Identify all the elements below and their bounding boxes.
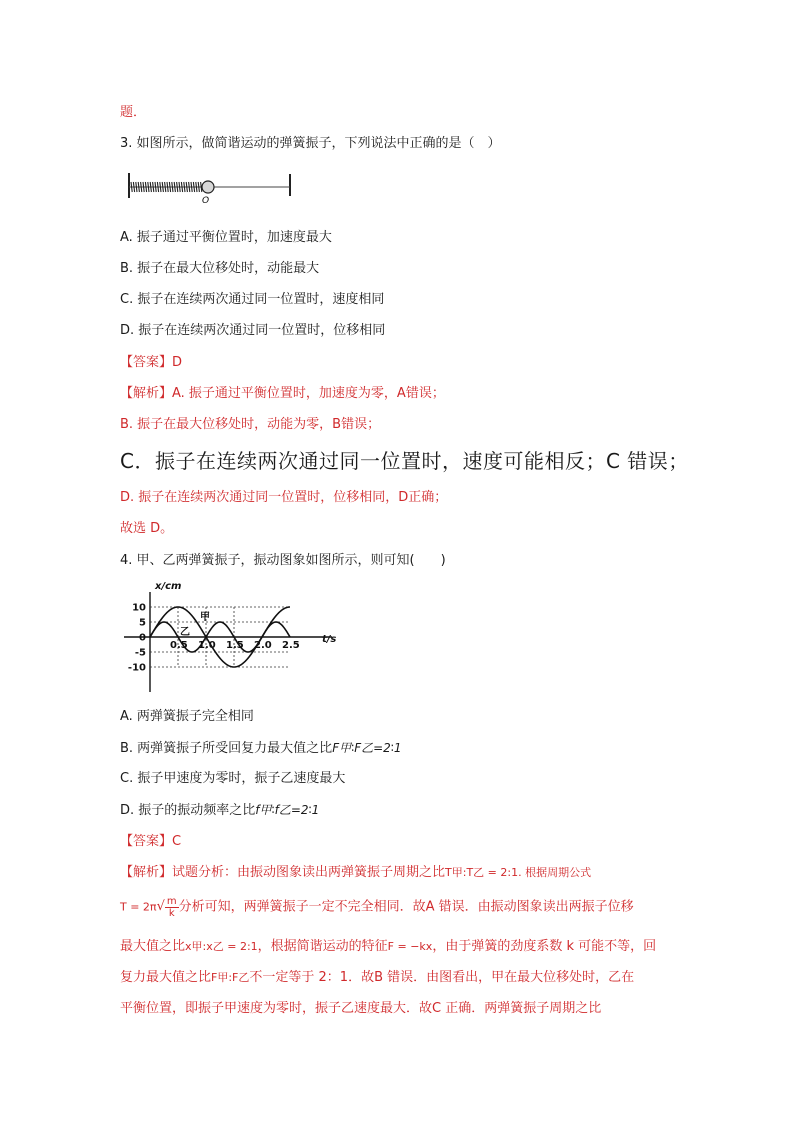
hooke-law: F = −kx [387, 940, 433, 953]
displacement-ratio: x甲:x乙 = 2:1 [185, 940, 258, 953]
spring-coil-segment [179, 182, 180, 192]
series-label-yi: 乙 [180, 627, 190, 638]
analysis-text: 不一定等于 2：1．故B 错误．由图看出，甲在最大位移处时，乙在 [249, 970, 635, 985]
question-4-analysis-line-3 [120, 938, 656, 956]
x-tick-label: 0.5 [170, 640, 188, 651]
question-3-stem: 3. 如图所示，做简谐运动的弹簧振子，下列说法中正确的是（ ） [120, 136, 501, 151]
spring-coil-segment [133, 182, 134, 192]
analysis-text: 最大值之比 [120, 939, 186, 954]
spring-coil-segment [191, 182, 192, 192]
question-4-stem: 4. 甲、乙两弹簧振子，振动图象如图所示，则可知( ) [120, 553, 446, 568]
question-4-answer: 【答案】C [120, 834, 182, 849]
spring-coil-segment [167, 182, 168, 192]
spring-coil-segment [157, 182, 158, 192]
spring-coil-segment [169, 182, 170, 192]
origin-label: O [202, 196, 210, 206]
analysis-text: 复力最大值之比 [120, 970, 212, 985]
spring-coil-segment [172, 182, 173, 192]
sqrt-symbol: √ [156, 899, 165, 914]
spring-coil-segment [160, 182, 161, 192]
analysis-text: ，根据简谐运动的特征 [257, 939, 388, 954]
option-d-text: D. 振子的振动频率之比 [120, 803, 256, 818]
question-4-option-b [120, 739, 402, 758]
option-d-equation: f甲∶f乙=2∶1 [255, 803, 320, 817]
spring-coil-segment [131, 182, 132, 192]
question-3-option-c: C. 振子在连续两次通过同一位置时，速度相同 [120, 292, 385, 307]
question-4-analysis-line-4 [120, 969, 634, 987]
force-ratio: F甲:F乙 [211, 971, 250, 984]
question-4-option-c: C. 振子甲速度为零时，振子乙速度最大 [120, 771, 346, 786]
fraction-numerator: m [166, 895, 177, 907]
question-3-answer: 【答案】D [120, 355, 183, 370]
y-tick-label: -10 [127, 662, 146, 674]
continuation-text: 题． [120, 105, 147, 120]
spring-coil-segment [189, 182, 190, 192]
spring-coil-segment [177, 182, 178, 192]
y-axis-label: x/cm [155, 581, 182, 592]
question-4-option-a: A. 两弹簧振子完全相同 [120, 709, 254, 724]
series-label-jia: 甲 [200, 612, 210, 623]
spring-coil-segment [153, 182, 154, 192]
mass-over-k-fraction [165, 896, 179, 919]
spring-coil-segment [155, 182, 156, 192]
question-3-analysis-a: 【解析】A. 振子通过平衡位置时，加速度为零，A错误； [120, 386, 445, 401]
question-3-conclusion: 故选 D。 [120, 521, 174, 536]
y-tick-label: -5 [134, 647, 146, 659]
spring-coil-segment [143, 182, 144, 192]
x-axis-label: t/s [322, 634, 337, 645]
question-3-analysis-d: D. 振子在连续两次通过同一位置时，位移相同，D正确； [120, 490, 448, 505]
spring-coil-segment [186, 182, 187, 192]
vibration-graph [120, 580, 350, 696]
analysis-text: ，由于弹簧的劲度系数 k 可能不等，回 [432, 939, 657, 954]
question-4-option-d [120, 801, 319, 820]
spring-coil-segment [148, 182, 149, 192]
spring-coil-segment [184, 182, 185, 192]
question-4-analysis-line-2 [120, 894, 634, 921]
x-tick-label: 2.0 [254, 640, 272, 651]
spring-oscillator-figure [120, 168, 300, 206]
analysis-text: 【解析】试题分析：由振动图象读出两弹簧振子周期之比 [120, 865, 446, 880]
question-3-option-b: B. 振子在最大位移处时，动能最大 [120, 261, 320, 276]
spring-coil-segment [141, 182, 142, 192]
question-3-option-a: A. 振子通过平衡位置时，加速度最大 [120, 230, 332, 245]
spring-coil-segment [181, 182, 182, 192]
spring-coil-segment [138, 182, 139, 192]
spring-coil-segment [193, 182, 194, 192]
spring-coil-segment [150, 182, 151, 192]
x-tick-label: 1.5 [226, 640, 244, 651]
fraction-denominator: k [168, 907, 175, 919]
period-ratio: T甲:T乙 = 2:1. 根据周期公式 [445, 866, 592, 879]
spring-coil-segment [198, 182, 199, 192]
spring-coil-segment [136, 182, 137, 192]
question-3-option-d: D. 振子在连续两次通过同一位置时，位移相同 [120, 323, 386, 338]
spring-coil-segment [196, 182, 197, 192]
oscillator-ball [202, 181, 214, 193]
option-b-text: B. 两弹簧振子所受回复力最大值之比 [120, 741, 333, 756]
x-tick-label: 2.5 [282, 640, 300, 651]
spring-coil-segment [165, 182, 166, 192]
spring-coil-segment [162, 182, 163, 192]
option-b-equation: F甲∶F乙=2∶1 [332, 741, 402, 755]
analysis-text: 分析可知，两弹簧振子一定不完全相同．故A 错误．由振动图象读出两振子位移 [178, 899, 634, 915]
spring-coil-segment [174, 182, 175, 192]
question-4-analysis-line-5: 平衡位置，即振子甲速度为零时，振子乙速度最大．故C 正确．两弹簧振子周期之比 [120, 1001, 602, 1016]
question-3-analysis-c: C．振子在连续两次通过同一位置时，速度可能相反；C 错误； [120, 449, 689, 473]
x-tick-label: 1.0 [198, 640, 216, 651]
y-tick-label: 10 [132, 602, 146, 614]
y-tick-label: 5 [139, 617, 146, 629]
spring-coil-segment [145, 182, 146, 192]
question-3-analysis-b: B. 振子在最大位移处时，动能为零，B错误； [120, 417, 381, 432]
period-formula: T = 2π [120, 900, 157, 914]
question-4-analysis-line-1 [120, 864, 591, 882]
y-tick-label: 0 [139, 632, 146, 644]
